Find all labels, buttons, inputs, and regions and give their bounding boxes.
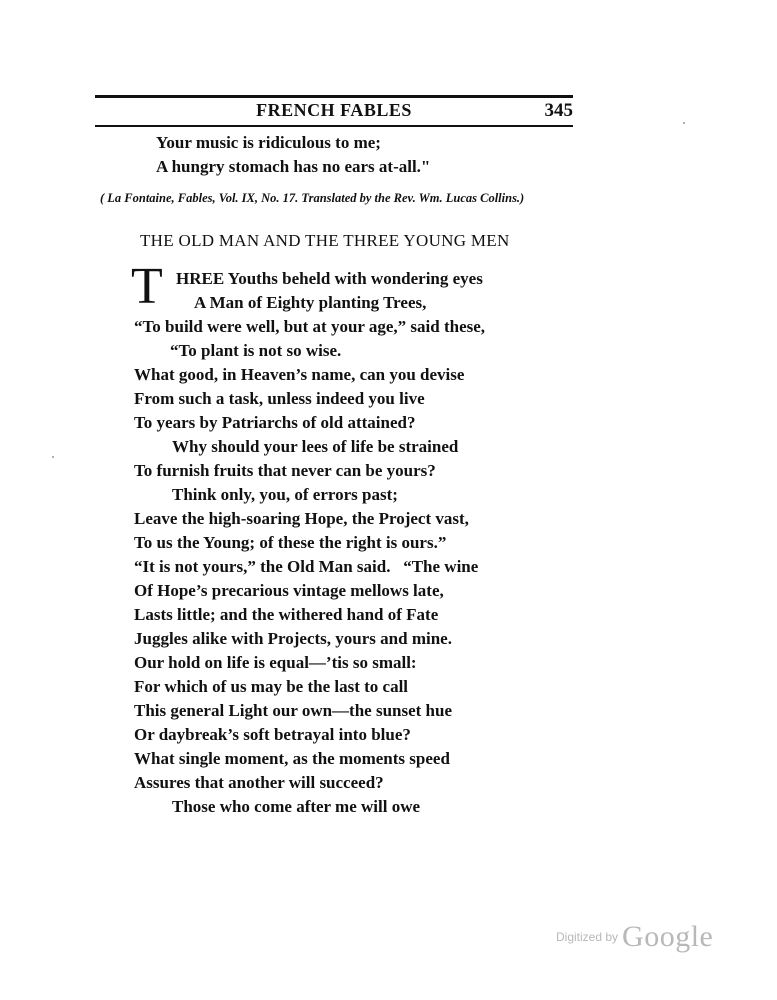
poem-line: Assures that another will succeed? (134, 773, 384, 792)
running-head (95, 100, 573, 122)
scan-speck (683, 122, 685, 124)
poem-line: A Man of Eighty planting Trees, (194, 293, 427, 312)
page-number: 345 (544, 100, 573, 121)
poem-line: Why should your lees of life be strained (172, 437, 459, 456)
header-rule-top (95, 95, 573, 98)
poem-line: This general Light our own—the sunset hue (134, 701, 453, 720)
previous-poem-line: Your music is ridiculous to me; (156, 133, 381, 152)
running-title: FRENCH FABLES (256, 100, 412, 120)
poem-line: Lasts little; and the withered hand of Fate (134, 605, 439, 624)
digitized-by-google-watermark (556, 920, 713, 954)
poem-line: Or daybreak’s soft betrayal into blue? (134, 725, 411, 744)
poem-line: “To plant is not so wise. (170, 341, 342, 360)
drop-cap: T (131, 258, 163, 315)
attribution: ( La Fontaine, Fables, Vol. IX, No. 17. Translated by the Rev. Wm. Lucas Collins.) (100, 191, 525, 205)
poem-line: For which of us may be the last to call (134, 677, 409, 696)
poem-line: What good, in Heaven’s name, can you devise (134, 365, 465, 384)
poem-line: To years by Patriarchs of old attained? (134, 413, 416, 432)
poem-line: “To build were well, but at your age,” said these, (134, 317, 486, 336)
poem-line: From such a task, unless indeed you live (134, 389, 425, 408)
poem-line: To furnish fruits that never can be yours? (134, 461, 436, 480)
poem-line: Juggles alike with Projects, yours and mine. (134, 629, 452, 648)
poem-line: HREE Youths beheld with wondering eyes (176, 269, 483, 288)
poem-line: Our hold on life is equal—’tis so small: (134, 653, 417, 672)
poem-line: “It is not yours,” the Old Man said. “The wine (134, 557, 479, 576)
poem-line: Think only, you, of errors past; (172, 485, 398, 504)
header-rule-bottom (95, 125, 573, 127)
poem-line: Of Hope’s precarious vintage mellows late, (134, 581, 444, 600)
previous-poem-line: A hungry stomach has no ears at-all." (156, 157, 431, 176)
google-logo: Google (622, 920, 714, 953)
poem-line: What single moment, as the moments speed (134, 749, 450, 768)
watermark-prefix: Digitized by (556, 930, 619, 944)
poem-line: Leave the high-soaring Hope, the Project vast, (134, 509, 469, 528)
poem-line: Those who come after me will owe (172, 797, 421, 816)
scan-speck (52, 456, 54, 458)
fable-title: THE OLD MAN AND THE THREE YOUNG MEN (140, 231, 510, 250)
poem-line: To us the Young; of these the right is ours.” (134, 533, 447, 552)
